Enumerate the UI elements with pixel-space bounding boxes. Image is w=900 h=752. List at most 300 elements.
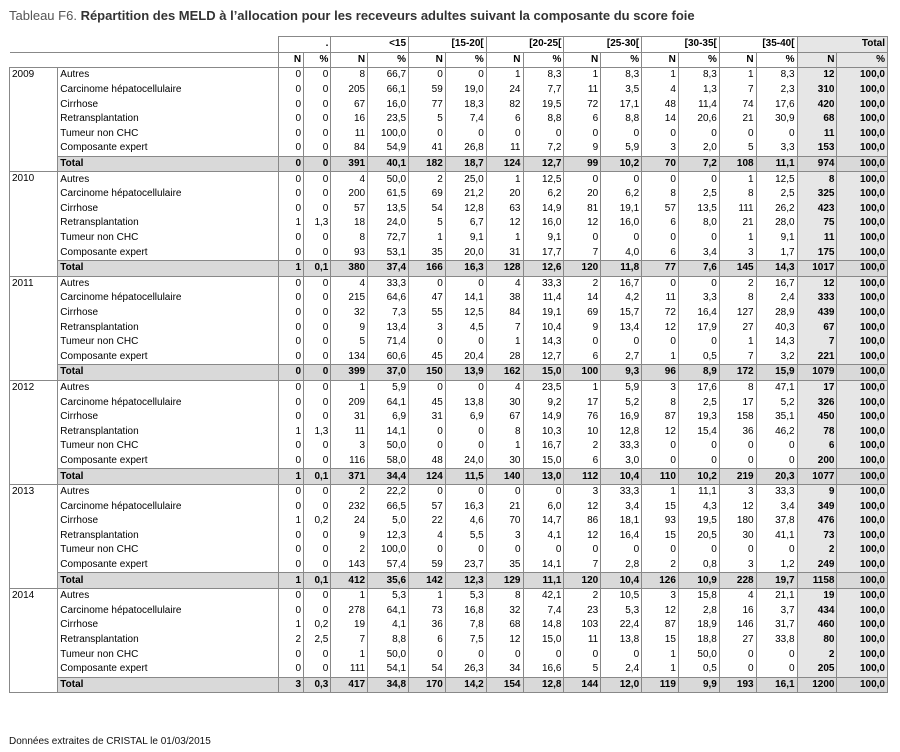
count-cell: 172	[719, 365, 756, 381]
count-cell: 0	[642, 454, 679, 469]
count-cell: 12	[642, 320, 679, 335]
count-cell: 0	[278, 395, 303, 410]
percent-cell: 13,4	[601, 320, 642, 335]
row-label: Composante expert	[58, 349, 279, 364]
count-cell: 20	[564, 187, 601, 202]
percent-cell: 2,3	[756, 83, 797, 98]
count-cell: 0	[719, 454, 756, 469]
count-cell: 0	[278, 484, 303, 499]
count-cell: 67	[331, 97, 368, 112]
count-cell: 0	[564, 647, 601, 662]
count-cell: 0	[486, 484, 523, 499]
percent-cell: 1,2	[756, 558, 797, 573]
percent-cell: 5,9	[601, 380, 642, 395]
row-label: Autres	[58, 380, 279, 395]
percent-cell: 10,2	[678, 469, 719, 485]
percent-cell: 64,1	[368, 604, 409, 619]
percent-cell: 0	[304, 202, 331, 217]
percent-cell: 0	[445, 647, 486, 662]
percent-cell: 0	[304, 306, 331, 321]
count-cell: 119	[642, 677, 679, 693]
total-row	[10, 365, 888, 381]
count-cell: 0	[278, 320, 303, 335]
percent-cell: 12,5	[445, 306, 486, 321]
count-cell: 145	[719, 260, 756, 276]
percent-cell: 61,5	[368, 187, 409, 202]
percent-cell: 7,6	[678, 260, 719, 276]
column-pct-header: %	[368, 52, 409, 68]
percent-cell: 100,0	[837, 573, 888, 589]
percent-cell: 100,0	[837, 141, 888, 156]
count-cell: 18	[331, 216, 368, 231]
count-cell: 2	[564, 276, 601, 291]
count-cell: 110	[642, 469, 679, 485]
count-cell: 5	[409, 112, 446, 127]
count-cell: 31	[486, 245, 523, 260]
count-cell: 0	[719, 662, 756, 677]
percent-cell: 33,3	[523, 276, 564, 291]
count-cell: 0	[278, 172, 303, 187]
table-row	[10, 499, 888, 514]
count-cell: 12	[486, 216, 523, 231]
count-cell: 59	[409, 558, 446, 573]
percent-cell: 0	[445, 380, 486, 395]
count-cell: 12	[797, 276, 837, 291]
count-cell: 112	[564, 469, 601, 485]
count-cell: 45	[409, 395, 446, 410]
percent-cell: 4,0	[601, 245, 642, 260]
row-label: Autres	[58, 276, 279, 291]
year-cell: 2009	[10, 68, 58, 172]
table-row	[10, 83, 888, 98]
count-cell: 1200	[797, 677, 837, 693]
percent-cell: 37,0	[368, 365, 409, 381]
percent-cell: 19,7	[756, 573, 797, 589]
table-row	[10, 320, 888, 335]
percent-cell: 100,0	[837, 245, 888, 260]
row-label: Cirrhose	[58, 618, 279, 633]
percent-cell: 100,0	[837, 484, 888, 499]
percent-cell: 100,0	[837, 349, 888, 364]
percent-cell: 14,1	[445, 291, 486, 306]
count-cell: 17	[797, 380, 837, 395]
percent-cell: 0	[304, 320, 331, 335]
count-cell: 0	[278, 380, 303, 395]
count-cell: 1017	[797, 260, 837, 276]
count-cell: 162	[486, 365, 523, 381]
percent-cell: 100,0	[837, 410, 888, 425]
percent-cell: 15,4	[678, 424, 719, 439]
row-label: Total	[58, 573, 279, 589]
count-cell: 1	[642, 68, 679, 83]
percent-cell: 0	[304, 187, 331, 202]
count-cell: 15	[642, 529, 679, 544]
count-cell: 24	[331, 514, 368, 529]
row-label: Autres	[58, 588, 279, 603]
count-cell: 34	[486, 662, 523, 677]
count-cell: 48	[642, 97, 679, 112]
count-cell: 120	[564, 573, 601, 589]
count-cell: 84	[331, 141, 368, 156]
percent-cell: 0,3	[304, 677, 331, 693]
percent-cell: 20,0	[445, 245, 486, 260]
table-row	[10, 514, 888, 529]
percent-cell: 100,0	[837, 588, 888, 603]
percent-cell: 8,0	[678, 216, 719, 231]
column-pct-header: %	[445, 52, 486, 68]
table-row	[10, 291, 888, 306]
column-n-header: N	[642, 52, 679, 68]
count-cell: 22	[409, 514, 446, 529]
table-row	[10, 647, 888, 662]
percent-cell: 17,6	[678, 380, 719, 395]
percent-cell: 0	[304, 276, 331, 291]
percent-cell: 13,5	[678, 202, 719, 217]
percent-cell: 18,3	[445, 97, 486, 112]
count-cell: 0	[409, 647, 446, 662]
percent-cell: 14,3	[523, 335, 564, 350]
count-cell: 5	[719, 141, 756, 156]
percent-cell: 8,3	[601, 68, 642, 83]
percent-cell: 13,8	[601, 633, 642, 648]
percent-cell: 12,5	[523, 172, 564, 187]
table-title	[9, 8, 695, 23]
count-cell: 0	[278, 187, 303, 202]
percent-cell: 0	[304, 604, 331, 619]
percent-cell: 20,4	[445, 349, 486, 364]
percent-cell: 0	[678, 543, 719, 558]
count-cell: 81	[564, 202, 601, 217]
count-cell: 4	[642, 83, 679, 98]
percent-cell: 0	[304, 68, 331, 83]
percent-cell: 0	[756, 439, 797, 454]
percent-cell: 0	[678, 231, 719, 246]
count-cell: 8	[719, 291, 756, 306]
percent-cell: 3,4	[601, 499, 642, 514]
count-cell: 57	[331, 202, 368, 217]
percent-cell: 4,1	[368, 618, 409, 633]
count-cell: 249	[797, 558, 837, 573]
count-cell: 0	[409, 543, 446, 558]
percent-cell: 100,0	[837, 68, 888, 83]
count-cell: 175	[797, 245, 837, 260]
percent-cell: 0	[304, 335, 331, 350]
count-cell: 108	[719, 156, 756, 172]
count-cell: 103	[564, 618, 601, 633]
table-row	[10, 187, 888, 202]
column-pct-header: %	[304, 52, 331, 68]
percent-cell: 0	[304, 647, 331, 662]
count-cell: 0	[719, 647, 756, 662]
count-cell: 1	[719, 68, 756, 83]
count-cell: 8	[331, 231, 368, 246]
percent-cell: 3,5	[601, 83, 642, 98]
count-cell: 0	[278, 662, 303, 677]
count-cell: 8	[486, 424, 523, 439]
percent-cell: 12,8	[523, 677, 564, 693]
column-n-header: N	[486, 52, 523, 68]
count-cell: 0	[278, 291, 303, 306]
percent-cell: 7,8	[445, 618, 486, 633]
percent-cell: 100,0	[368, 543, 409, 558]
count-cell: 12	[642, 604, 679, 619]
percent-cell: 100,0	[837, 604, 888, 619]
count-cell: 1	[564, 380, 601, 395]
percent-cell: 16,8	[445, 604, 486, 619]
percent-cell: 14,9	[523, 410, 564, 425]
percent-cell: 100,0	[837, 216, 888, 231]
count-cell: 1079	[797, 365, 837, 381]
count-cell: 1	[278, 424, 303, 439]
count-cell: 17	[564, 395, 601, 410]
count-cell: 0	[278, 202, 303, 217]
percent-cell: 72,7	[368, 231, 409, 246]
count-cell: 0	[278, 410, 303, 425]
count-cell: 27	[719, 320, 756, 335]
count-cell: 349	[797, 499, 837, 514]
percent-cell: 23,5	[368, 112, 409, 127]
percent-cell: 9,1	[445, 231, 486, 246]
percent-cell: 2,8	[601, 558, 642, 573]
percent-cell: 16,7	[523, 439, 564, 454]
count-cell: 154	[486, 677, 523, 693]
percent-cell: 100,0	[837, 172, 888, 187]
percent-cell: 33,3	[756, 484, 797, 499]
percent-cell: 100,0	[837, 647, 888, 662]
percent-cell: 13,9	[445, 365, 486, 381]
count-cell: 0	[642, 439, 679, 454]
count-cell: 80	[797, 633, 837, 648]
percent-cell: 15,0	[523, 633, 564, 648]
count-cell: 310	[797, 83, 837, 98]
percent-cell: 100,0	[837, 187, 888, 202]
row-label: Composante expert	[58, 662, 279, 677]
count-cell: 11	[564, 83, 601, 98]
percent-cell: 33,3	[601, 439, 642, 454]
count-cell: 140	[486, 469, 523, 485]
count-cell: 72	[642, 306, 679, 321]
percent-cell: 0	[756, 662, 797, 677]
percent-cell: 0	[445, 439, 486, 454]
percent-cell: 0	[304, 365, 331, 381]
percent-cell: 14,3	[756, 260, 797, 276]
count-cell: 4	[331, 276, 368, 291]
count-cell: 12	[642, 424, 679, 439]
count-cell: 12	[564, 499, 601, 514]
table-row	[10, 380, 888, 395]
total-row	[10, 260, 888, 276]
percent-cell: 0	[304, 454, 331, 469]
count-cell: 450	[797, 410, 837, 425]
percent-cell: 9,9	[678, 677, 719, 693]
percent-cell: 33,3	[601, 484, 642, 499]
row-label: Total	[58, 156, 279, 172]
row-label: Retransplantation	[58, 320, 279, 335]
percent-cell: 23,7	[445, 558, 486, 573]
count-cell: 69	[564, 306, 601, 321]
column-n-header: N	[564, 52, 601, 68]
percent-cell: 0	[678, 439, 719, 454]
row-label: Carcinome hépatocellulaire	[58, 499, 279, 514]
percent-cell: 14,1	[368, 424, 409, 439]
count-cell: 3	[719, 558, 756, 573]
percent-cell: 0	[304, 245, 331, 260]
count-cell: 144	[564, 677, 601, 693]
count-cell: 205	[331, 83, 368, 98]
count-cell: 0	[486, 127, 523, 142]
percent-cell: 100,0	[837, 529, 888, 544]
column-group-header: [20-25[	[486, 37, 564, 53]
count-cell: 278	[331, 604, 368, 619]
count-cell: 221	[797, 349, 837, 364]
percent-cell: 100,0	[837, 260, 888, 276]
percent-cell: 0	[601, 172, 642, 187]
table-row	[10, 633, 888, 648]
percent-cell: 13,0	[523, 469, 564, 485]
count-cell: 0	[278, 231, 303, 246]
percent-cell: 100,0	[837, 439, 888, 454]
percent-cell: 21,1	[756, 588, 797, 603]
count-cell: 1	[278, 260, 303, 276]
percent-cell: 16,6	[523, 662, 564, 677]
row-label: Retransplantation	[58, 529, 279, 544]
percent-cell: 4,3	[678, 499, 719, 514]
percent-cell: 35,6	[368, 573, 409, 589]
count-cell: 0	[642, 231, 679, 246]
count-cell: 0	[278, 365, 303, 381]
count-cell: 3	[331, 439, 368, 454]
percent-cell: 17,1	[601, 97, 642, 112]
percent-cell: 2,5	[678, 395, 719, 410]
count-cell: 1	[642, 484, 679, 499]
count-cell: 35	[486, 558, 523, 573]
percent-cell: 0	[304, 231, 331, 246]
percent-cell: 6,0	[523, 499, 564, 514]
percent-cell: 41,1	[756, 529, 797, 544]
column-n-header: N	[719, 52, 756, 68]
percent-cell: 0	[304, 112, 331, 127]
count-cell: 36	[719, 424, 756, 439]
percent-cell: 10,4	[601, 469, 642, 485]
percent-cell: 8,8	[523, 112, 564, 127]
percent-cell: 13,8	[445, 395, 486, 410]
percent-cell: 0	[304, 543, 331, 558]
count-cell: 3	[719, 484, 756, 499]
percent-cell: 16,3	[445, 499, 486, 514]
count-cell: 209	[331, 395, 368, 410]
count-cell: 74	[719, 97, 756, 112]
percent-cell: 100,0	[837, 83, 888, 98]
percent-cell: 16,0	[523, 216, 564, 231]
count-cell: 32	[331, 306, 368, 321]
percent-cell: 2,4	[756, 291, 797, 306]
percent-cell: 10,9	[678, 573, 719, 589]
count-cell: 11	[797, 127, 837, 142]
table-row	[10, 97, 888, 112]
table-row	[10, 68, 888, 83]
percent-cell: 40,1	[368, 156, 409, 172]
count-cell: 3	[642, 588, 679, 603]
percent-cell: 8,3	[678, 68, 719, 83]
count-cell: 134	[331, 349, 368, 364]
count-cell: 0	[409, 424, 446, 439]
percent-cell: 12,0	[601, 677, 642, 693]
count-cell: 1	[278, 573, 303, 589]
count-cell: 0	[564, 543, 601, 558]
count-cell: 76	[564, 410, 601, 425]
percent-cell: 7,5	[445, 633, 486, 648]
table-number: Tableau F6.	[9, 8, 77, 23]
row-label: Composante expert	[58, 454, 279, 469]
percent-cell: 0	[304, 291, 331, 306]
count-cell: 17	[719, 395, 756, 410]
count-cell: 9	[331, 529, 368, 544]
percent-cell: 28,9	[756, 306, 797, 321]
percent-cell: 1,3	[304, 424, 331, 439]
percent-cell: 10,3	[523, 424, 564, 439]
percent-cell: 53,1	[368, 245, 409, 260]
count-cell: 12	[719, 499, 756, 514]
row-label: Carcinome hépatocellulaire	[58, 604, 279, 619]
percent-cell: 54,1	[368, 662, 409, 677]
count-cell: 1158	[797, 573, 837, 589]
percent-cell: 5,2	[756, 395, 797, 410]
row-label: Tumeur non CHC	[58, 439, 279, 454]
count-cell: 11	[331, 424, 368, 439]
count-cell: 93	[331, 245, 368, 260]
percent-cell: 15,9	[756, 365, 797, 381]
percent-cell: 100,0	[837, 306, 888, 321]
percent-cell: 17,7	[523, 245, 564, 260]
percent-cell: 0	[304, 439, 331, 454]
count-cell: 0	[719, 127, 756, 142]
percent-cell: 0	[445, 543, 486, 558]
count-cell: 1	[486, 68, 523, 83]
count-cell: 193	[719, 677, 756, 693]
percent-cell: 6,2	[601, 187, 642, 202]
percent-cell: 6,7	[445, 216, 486, 231]
count-cell: 0	[278, 83, 303, 98]
percent-cell: 100,0	[837, 112, 888, 127]
row-label: Autres	[58, 68, 279, 83]
count-cell: 67	[486, 410, 523, 425]
count-cell: 1	[642, 647, 679, 662]
row-label: Cirrhose	[58, 410, 279, 425]
percent-cell: 3,3	[678, 291, 719, 306]
percent-cell: 0,1	[304, 260, 331, 276]
table-row	[10, 604, 888, 619]
percent-cell: 12,7	[523, 156, 564, 172]
count-cell: 70	[486, 514, 523, 529]
count-cell: 69	[409, 187, 446, 202]
percent-cell: 0	[601, 543, 642, 558]
count-cell: 57	[409, 499, 446, 514]
count-cell: 0	[278, 97, 303, 112]
count-cell: 15	[642, 633, 679, 648]
count-cell: 72	[564, 97, 601, 112]
row-label: Retransplantation	[58, 216, 279, 231]
row-label: Carcinome hépatocellulaire	[58, 395, 279, 410]
count-cell: 11	[564, 633, 601, 648]
count-cell: 75	[797, 216, 837, 231]
percent-cell: 40,3	[756, 320, 797, 335]
table-body	[10, 68, 888, 693]
row-label: Retransplantation	[58, 424, 279, 439]
count-cell: 4	[409, 529, 446, 544]
count-cell: 120	[564, 260, 601, 276]
percent-cell: 30,9	[756, 112, 797, 127]
percent-cell: 37,4	[368, 260, 409, 276]
